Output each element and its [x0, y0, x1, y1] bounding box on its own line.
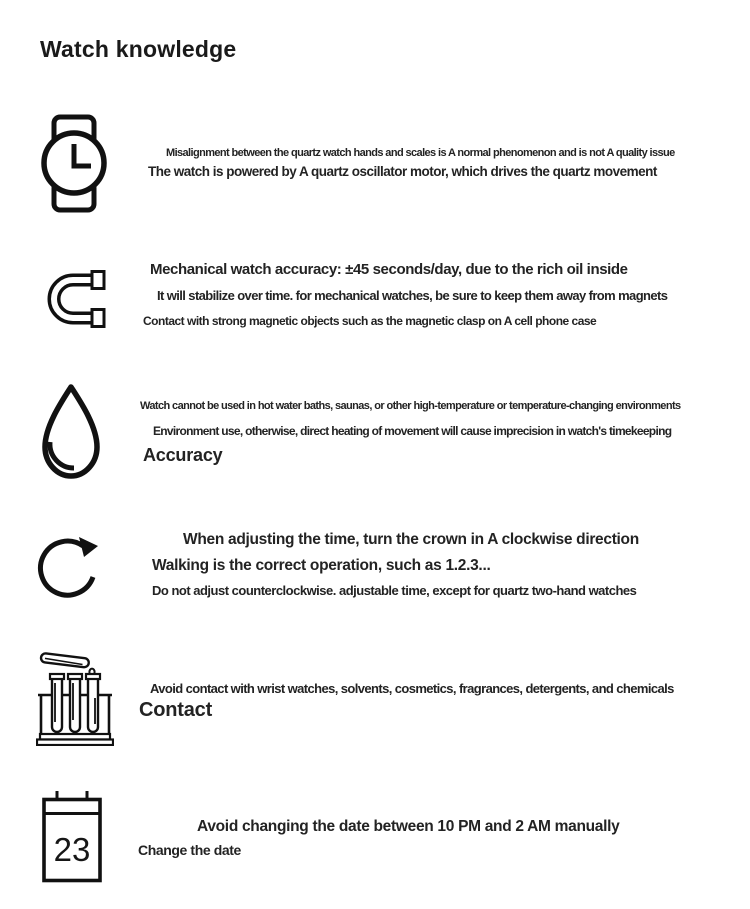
section-temperature-note: Watch cannot be used in hot water baths, saunas, or other high-temperature or temperature-changing environments: [140, 400, 681, 412]
section-chemicals-note: Avoid contact with wrist watches, solvents, cosmetics, fragrances, detergents, and chemicals: [150, 681, 674, 696]
section-temperature-sub: Environment use, otherwise, direct heating of movement will cause imprecision in watch's timekeeping: [153, 424, 672, 438]
section-crown-sub: Walking is the correct operation, such as 1.2.3...: [152, 557, 491, 574]
section-crown-note: Do not adjust counterclockwise. adjustable time, except for quartz two-hand watches: [152, 583, 637, 598]
section-crown-main: When adjusting the time, turn the crown in A clockwise direction: [183, 531, 639, 548]
section-quartz-main: The watch is powered by A quartz oscillator motor, which drives the quartz movement: [148, 164, 657, 179]
section-date-sub: Change the date: [138, 842, 241, 858]
clockwise-arrow-icon: [35, 522, 105, 619]
page-title: Watch knowledge: [40, 36, 237, 62]
water-drop-icon: [38, 383, 104, 485]
section-accuracy-heading: Accuracy: [143, 445, 223, 465]
section-magnet-note: Contact with strong magnetic objects such as the magnetic clasp on A cell phone case: [143, 314, 597, 328]
section-date-main: Avoid changing the date between 10 PM and 2 AM manually: [197, 818, 620, 835]
magnet-icon: [43, 270, 107, 333]
section-magnet-main: Mechanical watch accuracy: ±45 seconds/day, due to the rich oil inside: [150, 261, 628, 278]
test-tubes-icon: [36, 648, 114, 751]
calendar-day-number: 23: [53, 831, 91, 868]
section-magnet-sub: It will stabilize over time. for mechanical watches, be sure to keep them away from magnets: [157, 288, 668, 303]
section-quartz-note: Misalignment between the quartz watch hands and scales is A normal phenomenon and is not A quality issue: [166, 147, 675, 159]
watch-icon: [39, 114, 107, 218]
section-contact-heading: Contact: [139, 699, 213, 721]
calendar-icon: [41, 786, 103, 889]
